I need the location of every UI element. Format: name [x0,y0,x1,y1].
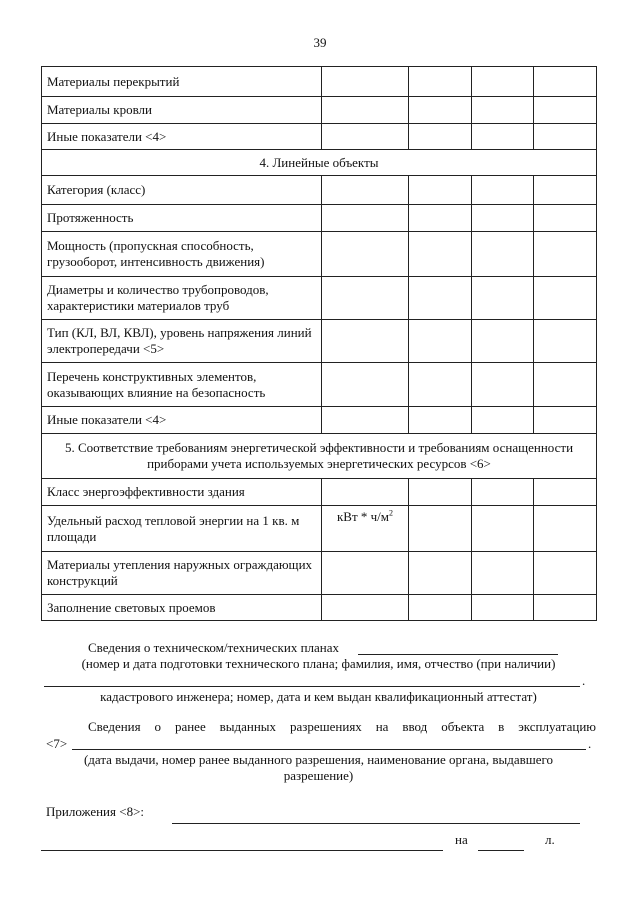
value-cell[interactable] [409,363,472,407]
table-section-row [42,150,597,176]
value-cell[interactable] [534,97,597,124]
unit-cell[interactable] [322,552,409,595]
value-cell[interactable] [472,552,534,595]
value-cell[interactable] [409,552,472,595]
section-heading: 5. Соответствие требованиям энергетической эффективности и требованиям оснащенности приборами учета используемых энергетических ресурсов <6> [42,434,597,479]
row-label: Тип (КЛ, ВЛ, КВЛ), уровень напряжения линий электропередачи <5> [42,320,322,363]
characteristics-table [41,66,597,621]
value-cell[interactable] [534,506,597,552]
value-cell[interactable] [534,595,597,621]
value-cell[interactable] [472,407,534,434]
value-cell[interactable] [472,67,534,97]
table-row [42,124,597,150]
value-cell[interactable] [472,595,534,621]
table-row [42,506,597,552]
table-row [42,277,597,320]
attachments-sheets-count-line[interactable] [478,850,524,851]
value-cell[interactable] [472,277,534,320]
attachments-input-line-1[interactable] [172,823,580,824]
row-label: Перечень конструктивных элементов, оказывающих влияние на безопасность [42,363,322,407]
row-label: Протяженность [42,205,322,232]
table-row [42,232,597,277]
row-label: Удельный расход тепловой энергии на 1 кв. м площади [42,506,322,552]
unit-text: кВт * ч/м [336,509,390,524]
prev-permits-caption-2: разрешение) [283,768,354,783]
value-cell[interactable] [409,176,472,205]
value-cell[interactable] [409,232,472,277]
unit-cell[interactable] [322,277,409,320]
row-label: Материалы кровли [42,97,322,124]
row-label: Диаметры и количество трубопроводов, характеристики материалов труб [42,277,322,320]
table-row [42,320,597,363]
value-cell[interactable] [472,479,534,506]
prev-permits-ref: <7> [46,736,68,751]
value-cell[interactable] [409,67,472,97]
value-cell[interactable] [409,506,472,552]
value-cell[interactable] [534,320,597,363]
table-row [42,552,597,595]
row-label: Иные показатели <4> [42,407,322,434]
attachments-sheets-label: л. [545,832,555,847]
value-cell[interactable] [409,277,472,320]
unit-superscript: 2 [389,508,394,518]
unit-cell[interactable] [322,407,409,434]
value-cell[interactable] [534,176,597,205]
unit-cell[interactable] [322,232,409,277]
value-cell[interactable] [534,479,597,506]
table-row [42,97,597,124]
value-cell[interactable] [472,176,534,205]
value-cell[interactable] [409,407,472,434]
unit-cell[interactable] [322,176,409,205]
value-cell[interactable] [472,320,534,363]
tech-plan-input-line[interactable] [358,654,558,655]
prev-permits-input-line[interactable] [72,749,586,750]
table-row [42,363,597,407]
row-label: Материалы перекрытий [42,67,322,97]
value-cell[interactable] [534,67,597,97]
row-label: Заполнение световых проемов [42,595,322,621]
attachments-on-label: на [455,832,468,847]
value-cell[interactable] [534,124,597,150]
tech-plan-input-line-2[interactable] [44,686,580,687]
value-cell[interactable] [409,124,472,150]
row-label: Мощность (пропускная способность, грузооборот, интенсивность движения) [42,232,322,277]
section-heading: 4. Линейные объекты [42,150,597,176]
unit-cell[interactable] [322,595,409,621]
row-label: Категория (класс) [42,176,322,205]
value-cell[interactable] [534,363,597,407]
unit-cell[interactable] [322,506,409,552]
table-section-row [42,434,597,479]
unit-cell[interactable] [322,320,409,363]
tech-plan-dot: . [582,673,586,688]
value-cell[interactable] [409,97,472,124]
prev-permits-caption-1: (дата выдачи, номер ранее выданного разрешения, наименование органа, выдавшего [83,752,554,767]
prev-permits-title: Сведения о ранее выданных разрешениях на ввод объекта в эксплуатацию [88,719,596,734]
value-cell[interactable] [472,97,534,124]
value-cell[interactable] [409,205,472,232]
value-cell[interactable] [534,552,597,595]
tech-plan-title: Сведения о техническом/технических планах [88,640,340,655]
table-row [42,176,597,205]
value-cell[interactable] [534,205,597,232]
prev-permits-dot: . [588,736,592,751]
table-row [42,205,597,232]
tech-plan-caption-2: кадастрового инженера; номер, дата и кем выдан квалификационный аттестат) [100,689,537,704]
value-cell[interactable] [409,479,472,506]
tech-plan-caption-1: (номер и дата подготовки технического плана; фамилия, имя, отчество (при наличии) [81,656,556,671]
table-row [42,407,597,434]
unit-cell[interactable] [322,124,409,150]
unit-cell[interactable] [322,97,409,124]
unit-cell[interactable] [322,205,409,232]
value-cell[interactable] [409,320,472,363]
table-row [42,67,597,97]
value-cell[interactable] [472,363,534,407]
value-cell[interactable] [534,277,597,320]
attachments-input-line-2[interactable] [41,850,443,851]
value-cell[interactable] [409,595,472,621]
page-number: 39 [313,35,327,50]
row-label: Материалы утепления наружных ограждающих конструкций [42,552,322,595]
unit-cell[interactable] [322,363,409,407]
row-label: Иные показатели <4> [42,124,322,150]
value-cell[interactable] [534,407,597,434]
attachments-label: Приложения <8>: [46,804,145,819]
unit-cell[interactable] [322,67,409,97]
row-label: Класс энергоэффективности здания [42,479,322,506]
table-row [42,479,597,506]
value-cell[interactable] [472,205,534,232]
value-cell[interactable] [534,232,597,277]
table-row [42,595,597,621]
value-cell[interactable] [472,506,534,552]
value-cell[interactable] [472,124,534,150]
unit-cell[interactable] [322,479,409,506]
value-cell[interactable] [472,232,534,277]
